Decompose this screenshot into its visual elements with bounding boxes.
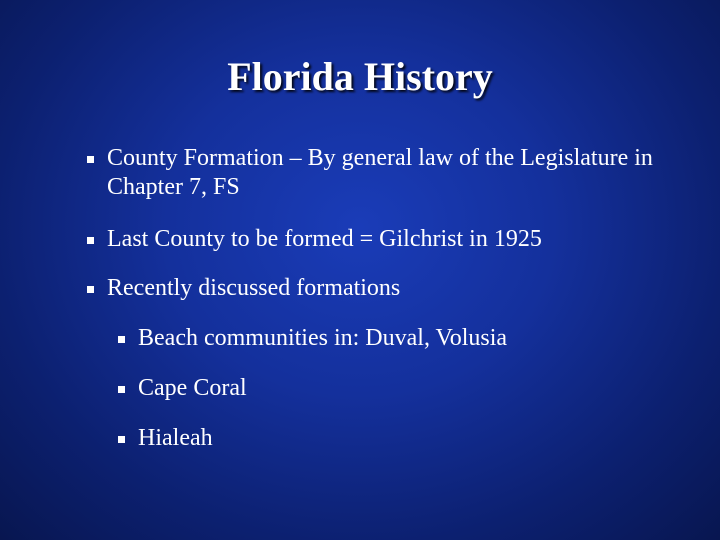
slide-title: Florida History — [227, 54, 493, 99]
square-bullet-icon — [87, 156, 94, 163]
bullet-text: County Formation – By general law of the Legislature in Chapter 7, FS — [107, 145, 653, 200]
sub-bullet-item — [118, 424, 688, 453]
sub-bullet-text: Hialeah — [138, 425, 213, 451]
square-bullet-icon — [118, 336, 125, 343]
bullet-item — [87, 225, 687, 254]
square-bullet-icon — [118, 436, 125, 443]
square-bullet-icon — [87, 286, 94, 293]
sub-bullet-text: Beach communities in: Duval, Volusia — [138, 325, 508, 351]
bullet-item — [87, 144, 687, 202]
square-bullet-icon — [87, 237, 94, 244]
sub-bullet-item — [118, 324, 688, 353]
bullet-text: Last County to be formed = Gilchrist in 1925 — [107, 226, 542, 252]
bullet-text: Recently discussed formations — [107, 275, 401, 301]
sub-bullet-text: Cape Coral — [138, 375, 247, 401]
square-bullet-icon — [118, 386, 125, 393]
sub-bullet-item — [118, 374, 688, 403]
bullet-item — [87, 274, 687, 303]
